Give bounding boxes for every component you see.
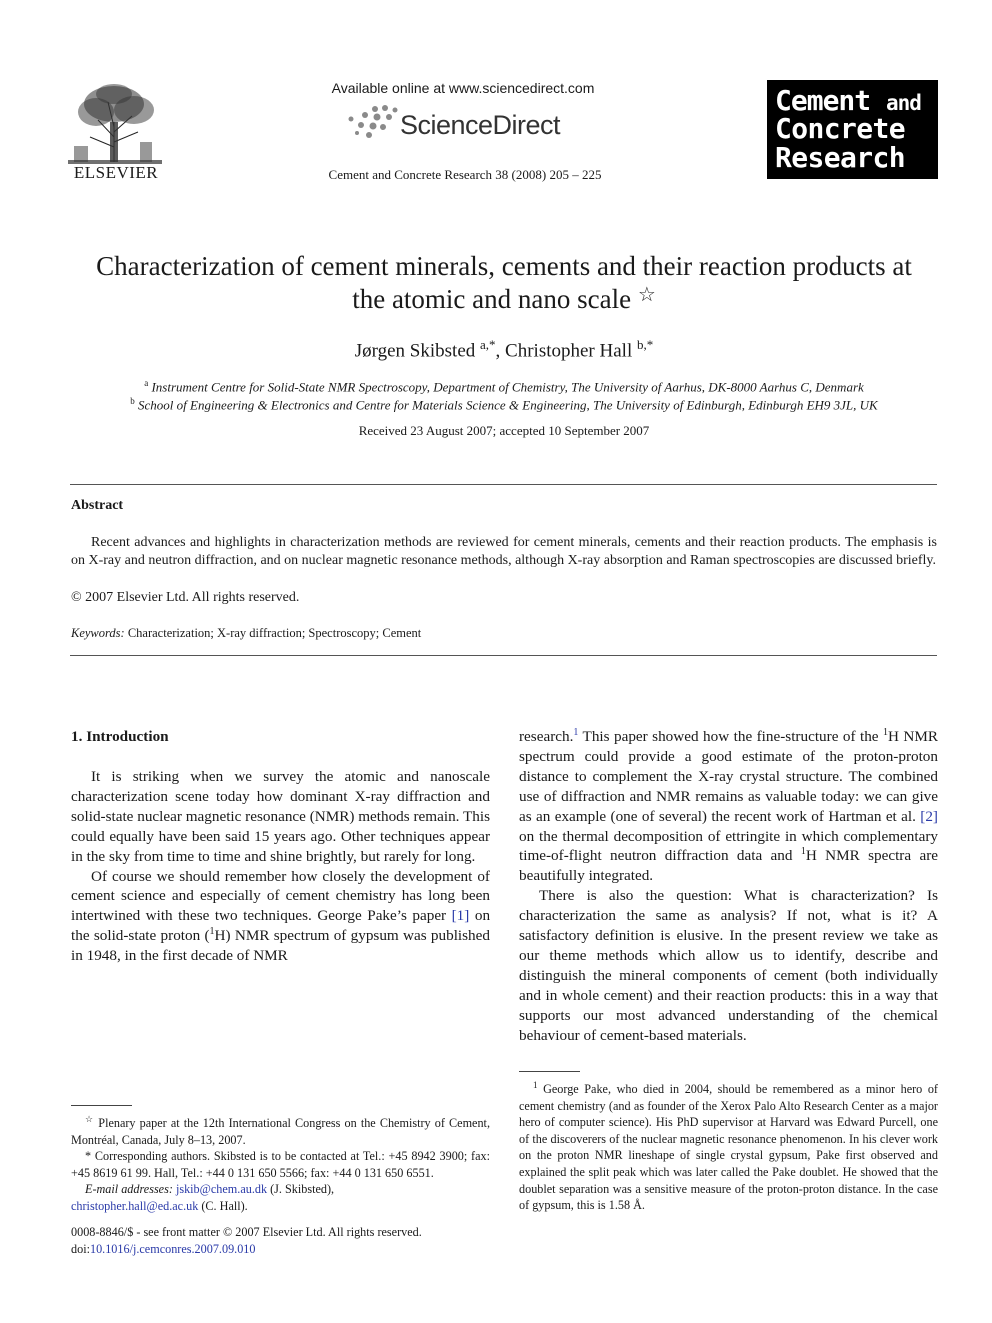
- email-link-hall[interactable]: christopher.hall@ed.ac.uk: [71, 1199, 199, 1214]
- left-footnotes: [71, 1111, 490, 1215]
- author-hall-affil: b,*: [636, 337, 654, 352]
- journal-logo-word-1: Cement: [775, 84, 871, 117]
- sciencedirect-wordmark[interactable]: ScienceDirect: [400, 110, 561, 140]
- doi-line: doi:10.1016/j.cemconres.2007.09.010: [71, 1242, 256, 1256]
- reference-link-2[interactable]: [2]: [920, 807, 938, 825]
- keywords-label: Keywords:: [71, 626, 125, 640]
- footnote-1: $^1$ George Pake, who died in 2004, should be remembered as a minor hero of cement chemistry (and as founder of the Xerox Palo Alto Research Center as a major hero of computer science). His PhD supervisor at Harvard was Edward Purcell, one of the discoverers of the nuclear magnetic resonance phenomenon. In his clever work on the proton NMR lineshape of single crystal gypsum, Pake first observed and explained the split peak which was later called the Pake doublet. He showed that the doublet separation was a sensitive measure of the proton-proton distance. In the case of gypsum, this is 1.58 Å.: [519, 1080, 938, 1213]
- footnote-emails: E-mail addresses: jskib@chem.au.dk (J. Skibsted), christopher.hall@ed.ac.uk (C. Hall).: [71, 1182, 335, 1214]
- left-column: [71, 767, 490, 966]
- paragraph: research.$^1$ This paper showed how the fine-structure of the $^1$H NMR spectrum could provide a good estimate of the proton-proton distance to complement the X-ray crystal structure. The combined use of diffraction and NMR remains as valuable today: we can give as an example (one of several) the recent work of Hartman et al. [2] on the thermal decomposition of ettringite in which complementary time-of-flight neutron diffraction data and $^1$H NMR spectra are beautifully integrated.: [519, 726, 938, 885]
- footnote-divider: [71, 1105, 132, 1106]
- issn-doi: [71, 1224, 422, 1258]
- abstract-heading: Abstract: [71, 498, 124, 513]
- right-column: [519, 727, 938, 1046]
- footnote-link-1[interactable]: 1: [573, 726, 579, 738]
- author-skibsted-affil: a,*: [480, 337, 496, 352]
- divider: [70, 655, 937, 656]
- footnote-corresponding: * Corresponding authors. Skibsted is to be contacted at Tel.: +45 8942 3900; fax: +45 8619 61 99. Hall, Tel.: +44 0 131 650 5566; fax: +44 0 131 650 6551.: [71, 1149, 491, 1180]
- abstract-text: Recent advances and highlights in characterization methods are reviewed for cement minerals, cements and their reaction products. The emphasis is on X-ray and neutron diffraction, and on nuclear magnetic resonance methods, although X-ray absorption and Raman spectroscopies are discussed briefly.: [71, 535, 937, 568]
- journal-logo-word-2: Concrete: [775, 112, 906, 145]
- email-link-skibsted[interactable]: jskib@chem.au.dk: [175, 1182, 268, 1197]
- doi-link[interactable]: 10.1016/j.cemconres.2007.09.010: [89, 1242, 256, 1256]
- author-list: Jørgen Skibsted $^{a,*}$, Christopher Hall $^{b,*}$: [354, 337, 654, 362]
- section-heading-introduction: 1. Introduction: [71, 728, 169, 745]
- affiliation-b: $^b$ School of Engineering & Electronics and Centre for Materials Science & Engineering, The University of Edinburgh, Edinburgh EH9 3JL, UK: [130, 396, 878, 413]
- divider: [70, 484, 937, 485]
- issn-line: 0008-8846/$ - see front matter © 2007 Elsevier Ltd. All rights reserved.: [71, 1225, 422, 1239]
- title-line-1: Characterization of cement minerals, cements and their reaction products at: [96, 251, 912, 281]
- tree-icon: [68, 82, 162, 164]
- paragraph: There is also the question: What is characterization? Is characterization the same as analysis? If not, what is it? A satisfactory definition is elusive. In the present review we take as our theme methods which allow us to identify, describe and distinguish the mineral components of cement (both individually and in whole cement) and their reaction products: this in a way that supports our most advanced understanding of the chemical behaviour of cement-based materials.: [519, 887, 938, 1044]
- keywords-list: Characterization; X-ray diffraction; Spectroscopy; Cement: [127, 626, 422, 640]
- author-skibsted[interactable]: Jørgen Skibsted: [354, 340, 476, 362]
- journal-logo: [767, 80, 938, 179]
- footnote-divider: [519, 1071, 580, 1072]
- reference-link-1[interactable]: [1]: [451, 907, 470, 925]
- journal-citation: Cement and Concrete Research 38 (2008) 205 – 225: [328, 167, 602, 182]
- received-dates: Received 23 August 2007; accepted 10 September 2007: [358, 423, 650, 438]
- article-title: [60, 250, 948, 316]
- title-line-2: the atomic and nano scale: [352, 284, 632, 314]
- right-footnotes: [519, 1077, 938, 1214]
- publisher-name: ELSEVIER: [73, 163, 159, 182]
- title-footnote-star[interactable]: ☆: [637, 284, 656, 306]
- paragraph: It is striking when we survey the atomic and nanoscale characterization scene today how dominant X-ray diffraction and solid-state nuclear magnetic resonance (NMR) methods remain. This could equally have been said 15 years ago. Other techniques appear in the sky from time to time and shine brightly, but rarely for long.: [71, 768, 490, 865]
- journal-logo-and: and: [886, 91, 921, 115]
- keywords: [71, 626, 421, 641]
- paragraph: Of course we should remember how closely the development of cement science and especially of cement chemistry has long been intertwined with these two techniques. George Pake’s paper [1] on the solid-state proton ($^1$H) NMR spectrum of gypsum was published in 1948, in the first decade of NMR: [71, 867, 491, 965]
- available-online-text[interactable]: Available online at www.sciencedirect.com: [331, 80, 595, 96]
- journal-logo-word-3: Research: [775, 141, 906, 174]
- sciencedirect-dots-icon: [345, 104, 401, 144]
- author-hall[interactable]: Christopher Hall: [505, 340, 633, 362]
- footnote-star: ☆ Plenary paper at the 12th International Congress on the Chemistry of Cement, Montréal, Canada, July 8–13, 2007.: [71, 1114, 490, 1147]
- affiliation-a: $^a$ Instrument Centre for Solid-State NMR Spectroscopy, Department of Chemistry, The University of Aarhus, DK-8000 Aarhus C, Denmark: [144, 378, 864, 395]
- abstract-copyright: © 2007 Elsevier Ltd. All rights reserved.: [71, 590, 300, 605]
